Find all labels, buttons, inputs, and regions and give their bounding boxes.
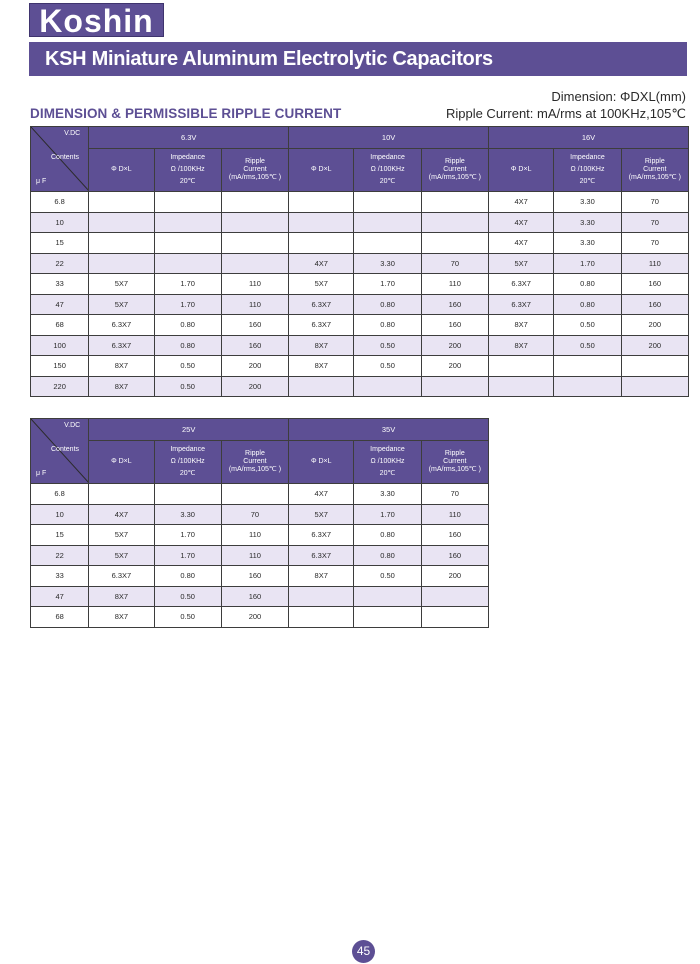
value-cell [221, 484, 288, 505]
ripple-current-label: Current [443, 458, 467, 466]
value-cell: 70 [221, 504, 288, 525]
value-cell: 3.30 [154, 504, 221, 525]
capacitance-cell: 10 [31, 504, 89, 525]
value-cell [221, 192, 288, 213]
impedance-label: Impedance [170, 446, 205, 454]
value-cell: 160 [421, 545, 488, 566]
value-cell: 110 [421, 504, 488, 525]
value-cell [421, 376, 488, 397]
value-cell [154, 253, 221, 274]
value-cell [489, 356, 554, 377]
value-cell: 110 [621, 253, 688, 274]
value-cell: 160 [421, 294, 488, 315]
value-cell: 6.3X7 [289, 315, 354, 336]
value-cell: 200 [221, 607, 288, 628]
value-cell: 110 [421, 274, 488, 295]
impedance-temp: 20℃ [579, 178, 596, 186]
impedance-unit: Ω /100KHz [570, 166, 605, 174]
value-cell [154, 484, 221, 505]
voltage-header: 6.3V [89, 127, 289, 149]
header-corner [31, 419, 89, 484]
value-cell [621, 376, 688, 397]
brand-logo: Koshin [29, 3, 164, 37]
value-cell [89, 484, 154, 505]
value-cell: 110 [221, 274, 288, 295]
ripple-label: Ripple [444, 450, 465, 458]
value-cell [554, 356, 621, 377]
value-cell: 160 [421, 315, 488, 336]
value-cell: 0.50 [554, 335, 621, 356]
value-cell [289, 586, 354, 607]
value-cell [154, 192, 221, 213]
ripple-current-label: Current [443, 166, 467, 174]
contents-label: Contents [51, 446, 80, 453]
value-cell: 6.3X7 [489, 294, 554, 315]
value-cell [221, 253, 288, 274]
value-cell [289, 192, 354, 213]
capacitance-cell: 33 [31, 274, 89, 295]
value-cell: 3.30 [554, 233, 621, 254]
table-row [31, 484, 489, 505]
capacitance-cell: 68 [31, 315, 89, 336]
value-cell [221, 212, 288, 233]
vdc-label: V.DC [64, 130, 81, 137]
value-cell: 4X7 [489, 192, 554, 213]
dxl-header: Φ D×L [89, 149, 154, 192]
table-row [31, 566, 489, 587]
value-cell: 6.3X7 [89, 315, 154, 336]
dxl-header: Φ D×L [89, 441, 154, 484]
ripple-unit: (mA/rms,105℃ ) [228, 174, 282, 182]
ripple-header [621, 149, 688, 192]
value-cell: 0.80 [354, 545, 421, 566]
capacitance-cell: 10 [31, 212, 89, 233]
value-cell: 5X7 [289, 274, 354, 295]
voltage-header: 25V [89, 419, 289, 441]
ripple-header [221, 441, 288, 484]
value-cell: 1.70 [154, 545, 221, 566]
contents-label: Contents [51, 154, 80, 161]
value-cell [421, 212, 488, 233]
voltage-header: 16V [489, 127, 689, 149]
value-cell: 200 [621, 335, 688, 356]
value-cell: 5X7 [89, 274, 154, 295]
capacitance-cell: 47 [31, 294, 89, 315]
value-cell: 8X7 [289, 335, 354, 356]
table-row [31, 335, 689, 356]
value-cell: 8X7 [289, 566, 354, 587]
value-cell: 1.70 [554, 253, 621, 274]
value-cell: 0.80 [154, 335, 221, 356]
value-cell: 0.50 [154, 356, 221, 377]
value-cell: 110 [221, 545, 288, 566]
value-cell: 8X7 [489, 315, 554, 336]
value-cell [489, 376, 554, 397]
capacitance-cell: 47 [31, 586, 89, 607]
value-cell [421, 192, 488, 213]
value-cell [154, 233, 221, 254]
value-cell: 4X7 [289, 253, 354, 274]
table-row [31, 274, 689, 295]
ripple-label: Ripple [245, 450, 265, 458]
impedance-unit: Ω /100KHz [170, 458, 205, 466]
value-cell: 160 [221, 315, 288, 336]
value-cell [354, 212, 421, 233]
impedance-label: Impedance [370, 154, 405, 162]
impedance-header [154, 441, 221, 484]
table-row [31, 212, 689, 233]
value-cell: 1.70 [154, 274, 221, 295]
value-cell [289, 607, 354, 628]
value-cell: 70 [621, 233, 688, 254]
capacitance-cell: 68 [31, 607, 89, 628]
value-cell [289, 233, 354, 254]
ripple-label: Ripple [444, 158, 465, 166]
value-cell: 0.80 [554, 294, 621, 315]
value-cell: 200 [421, 566, 488, 587]
voltage-header: 10V [289, 127, 489, 149]
value-cell: 200 [421, 356, 488, 377]
vdc-label: V.DC [64, 422, 81, 429]
capacitance-cell: 15 [31, 525, 89, 546]
table-row [31, 192, 689, 213]
value-cell: 6.3X7 [89, 566, 154, 587]
value-cell: 110 [221, 525, 288, 546]
value-cell: 0.50 [354, 335, 421, 356]
ripple-unit: (mA/rms,105℃ ) [428, 174, 481, 182]
capacitance-cell: 33 [31, 566, 89, 587]
table-row [31, 504, 489, 525]
impedance-header [354, 441, 421, 484]
value-cell: 160 [621, 294, 688, 315]
value-cell: 5X7 [89, 525, 154, 546]
value-cell [354, 586, 421, 607]
capacitance-cell: 6.8 [31, 192, 89, 213]
value-cell [89, 192, 154, 213]
value-cell: 160 [621, 274, 688, 295]
dxl-header: Φ D×L [289, 149, 354, 192]
ripple-table-high-voltage [30, 418, 489, 628]
value-cell [354, 233, 421, 254]
table-row [31, 315, 689, 336]
capacitance-cell: 100 [31, 335, 89, 356]
value-cell: 5X7 [89, 294, 154, 315]
impedance-temp: 20℃ [379, 178, 396, 186]
value-cell: 4X7 [489, 212, 554, 233]
impedance-header [554, 149, 621, 192]
value-cell: 200 [221, 356, 288, 377]
value-cell [354, 376, 421, 397]
ripple-table-low-voltage [30, 126, 689, 397]
value-cell [89, 212, 154, 233]
uf-label: μ F [36, 178, 47, 185]
value-cell: 70 [621, 192, 688, 213]
value-cell: 8X7 [89, 376, 154, 397]
impedance-unit: Ω /100KHz [370, 166, 405, 174]
value-cell: 8X7 [89, 586, 154, 607]
ripple-header [421, 441, 488, 484]
value-cell: 0.80 [154, 566, 221, 587]
value-cell: 0.50 [354, 566, 421, 587]
value-cell: 1.70 [154, 525, 221, 546]
value-cell: 0.50 [554, 315, 621, 336]
table-row [31, 525, 489, 546]
value-cell: 8X7 [489, 335, 554, 356]
value-cell [421, 233, 488, 254]
value-cell: 160 [221, 586, 288, 607]
table-row [31, 294, 689, 315]
value-cell: 200 [221, 376, 288, 397]
table-row [31, 376, 689, 397]
value-cell [289, 212, 354, 233]
value-cell [89, 253, 154, 274]
table-row [31, 233, 689, 254]
value-cell: 5X7 [289, 504, 354, 525]
capacitance-cell: 220 [31, 376, 89, 397]
value-cell [289, 376, 354, 397]
value-cell [221, 233, 288, 254]
table-row [31, 607, 489, 628]
ripple-label: Ripple [644, 158, 665, 166]
page-title: KSH Miniature Aluminum Electrolytic Capacitors [29, 42, 687, 76]
impedance-header [154, 149, 221, 192]
impedance-temp: 20℃ [179, 178, 196, 186]
value-cell: 3.30 [554, 212, 621, 233]
impedance-label: Impedance [170, 154, 205, 162]
dxl-header: Φ D×L [289, 441, 354, 484]
value-cell: 6.3X7 [289, 525, 354, 546]
value-cell: 0.80 [154, 315, 221, 336]
ripple-note: Ripple Current: mA/rms at 100KHz,105℃ [445, 106, 686, 121]
table-row [31, 253, 689, 274]
value-cell: 1.70 [354, 504, 421, 525]
value-cell [621, 356, 688, 377]
capacitance-cell: 15 [31, 233, 89, 254]
value-cell: 5X7 [89, 545, 154, 566]
value-cell [154, 212, 221, 233]
value-cell: 200 [421, 335, 488, 356]
page-number: 45 [352, 940, 375, 963]
value-cell: 0.50 [154, 376, 221, 397]
value-cell: 110 [221, 294, 288, 315]
value-cell: 8X7 [289, 356, 354, 377]
impedance-unit: Ω /100KHz [370, 458, 405, 466]
value-cell [421, 607, 488, 628]
ripple-unit: (mA/rms,105℃ ) [428, 466, 481, 474]
value-cell: 160 [221, 335, 288, 356]
value-cell: 1.70 [154, 294, 221, 315]
value-cell [554, 376, 621, 397]
value-cell: 70 [421, 484, 488, 505]
value-cell: 70 [421, 253, 488, 274]
value-cell: 8X7 [89, 356, 154, 377]
value-cell [354, 192, 421, 213]
value-cell: 5X7 [489, 253, 554, 274]
ripple-unit: (mA/rms,105℃ ) [628, 174, 681, 182]
table-row [31, 356, 689, 377]
capacitance-cell: 6.8 [31, 484, 89, 505]
value-cell: 160 [421, 525, 488, 546]
ripple-header [421, 149, 488, 192]
ripple-current-label: Current [643, 166, 667, 174]
table-row [31, 545, 489, 566]
value-cell: 0.80 [354, 525, 421, 546]
value-cell [89, 233, 154, 254]
dimension-note: Dimension: ΦDXL(mm) [551, 89, 686, 104]
value-cell: 3.30 [354, 484, 421, 505]
impedance-unit: Ω /100KHz [170, 166, 205, 174]
ripple-current-label: Current [243, 166, 267, 174]
value-cell: 0.80 [354, 315, 421, 336]
value-cell: 8X7 [89, 607, 154, 628]
spec-notes [446, 88, 686, 122]
ripple-label: Ripple [245, 158, 265, 166]
value-cell [421, 586, 488, 607]
value-cell: 4X7 [489, 233, 554, 254]
dxl-header: Φ D×L [489, 149, 554, 192]
value-cell: 1.70 [354, 274, 421, 295]
capacitance-cell: 22 [31, 253, 89, 274]
ripple-header [221, 149, 288, 192]
value-cell: 4X7 [89, 504, 154, 525]
value-cell: 0.50 [154, 607, 221, 628]
value-cell: 6.3X7 [289, 294, 354, 315]
value-cell: 3.30 [354, 253, 421, 274]
value-cell: 0.80 [554, 274, 621, 295]
value-cell: 4X7 [289, 484, 354, 505]
value-cell: 160 [221, 566, 288, 587]
value-cell: 3.30 [554, 192, 621, 213]
voltage-header: 35V [289, 419, 489, 441]
impedance-header [354, 149, 421, 192]
impedance-temp: 20℃ [179, 470, 196, 478]
value-cell: 6.3X7 [89, 335, 154, 356]
value-cell: 200 [621, 315, 688, 336]
uf-label: μ F [36, 470, 47, 477]
ripple-unit: (mA/rms,105℃ ) [228, 466, 282, 474]
header-corner [31, 127, 89, 192]
capacitance-cell: 22 [31, 545, 89, 566]
value-cell: 70 [621, 212, 688, 233]
value-cell: 6.3X7 [289, 545, 354, 566]
value-cell: 0.80 [354, 294, 421, 315]
impedance-label: Impedance [570, 154, 605, 162]
impedance-label: Impedance [370, 446, 405, 454]
value-cell: 0.50 [154, 586, 221, 607]
capacitance-cell: 150 [31, 356, 89, 377]
ripple-current-label: Current [243, 458, 267, 466]
value-cell: 6.3X7 [489, 274, 554, 295]
table-row [31, 586, 489, 607]
impedance-temp: 20℃ [379, 470, 396, 478]
section-heading: DIMENSION & PERMISSIBLE RIPPLE CURRENT [30, 106, 342, 121]
value-cell: 0.50 [354, 356, 421, 377]
value-cell [354, 607, 421, 628]
